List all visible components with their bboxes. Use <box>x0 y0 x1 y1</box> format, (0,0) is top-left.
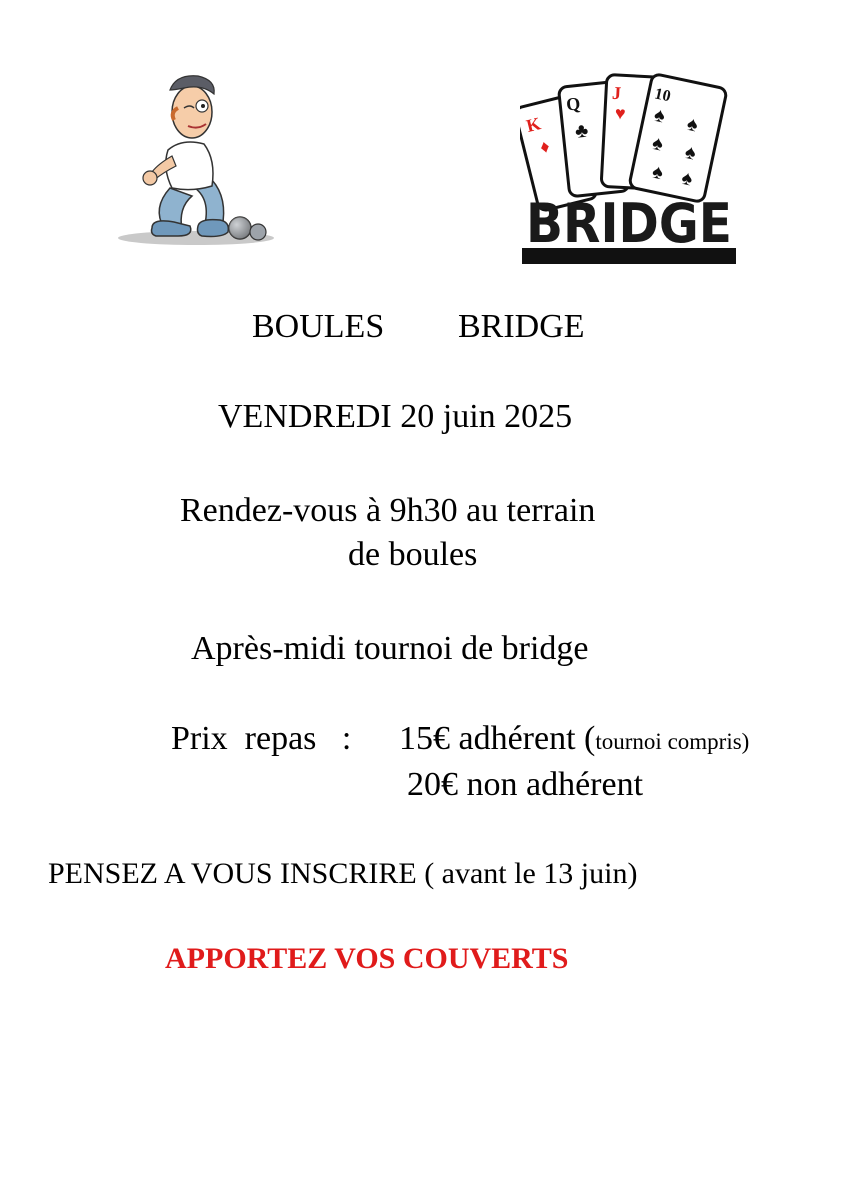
title-boules: BOULES <box>252 308 385 345</box>
event-date: VENDREDI 20 juin 2025 <box>218 398 573 435</box>
afternoon-tournament: Après-midi tournoi de bridge <box>191 630 589 667</box>
registration-notice <box>48 857 637 891</box>
svg-text:♣: ♣ <box>574 119 590 143</box>
meeting-line-1: Rendez-vous à 9h30 au terrain <box>180 492 596 529</box>
boules-player-illustration <box>112 68 278 254</box>
svg-text:♠: ♠ <box>684 112 700 137</box>
bridge-logo <box>520 70 738 266</box>
title-bridge: BRIDGE <box>458 308 585 345</box>
price-label: Prix repas : <box>171 720 352 757</box>
registration-deadline: ( avant le 13 juin) <box>416 857 638 890</box>
svg-text:♠: ♠ <box>652 103 668 128</box>
svg-text:♠: ♠ <box>679 166 695 191</box>
registration-main: PENSEZ A VOUS INSCRIRE <box>48 857 417 890</box>
card-ten-rank: 10 <box>652 85 673 106</box>
price-member <box>399 720 749 758</box>
price-member-note: tournoi compris) <box>595 729 750 754</box>
bring-cutlery-reminder: APPORTEZ VOS COUVERTS <box>165 942 569 975</box>
card-king-rank: K <box>524 113 543 137</box>
card-jack-rank: J <box>611 82 622 104</box>
svg-text:♠: ♠ <box>682 141 698 165</box>
bridge-logo-word: BRIDGE <box>526 192 732 255</box>
meeting-line-2: de boules <box>348 536 478 573</box>
svg-text:♦: ♦ <box>537 135 552 158</box>
svg-text:♥: ♥ <box>614 102 627 124</box>
price-member-amount: 15€ adhérent ( <box>399 720 596 757</box>
price-non-member: 20€ non adhérent <box>407 766 644 803</box>
card-queen-rank: Q <box>565 93 582 115</box>
svg-text:♠: ♠ <box>650 132 666 156</box>
svg-text:♠: ♠ <box>650 160 666 185</box>
